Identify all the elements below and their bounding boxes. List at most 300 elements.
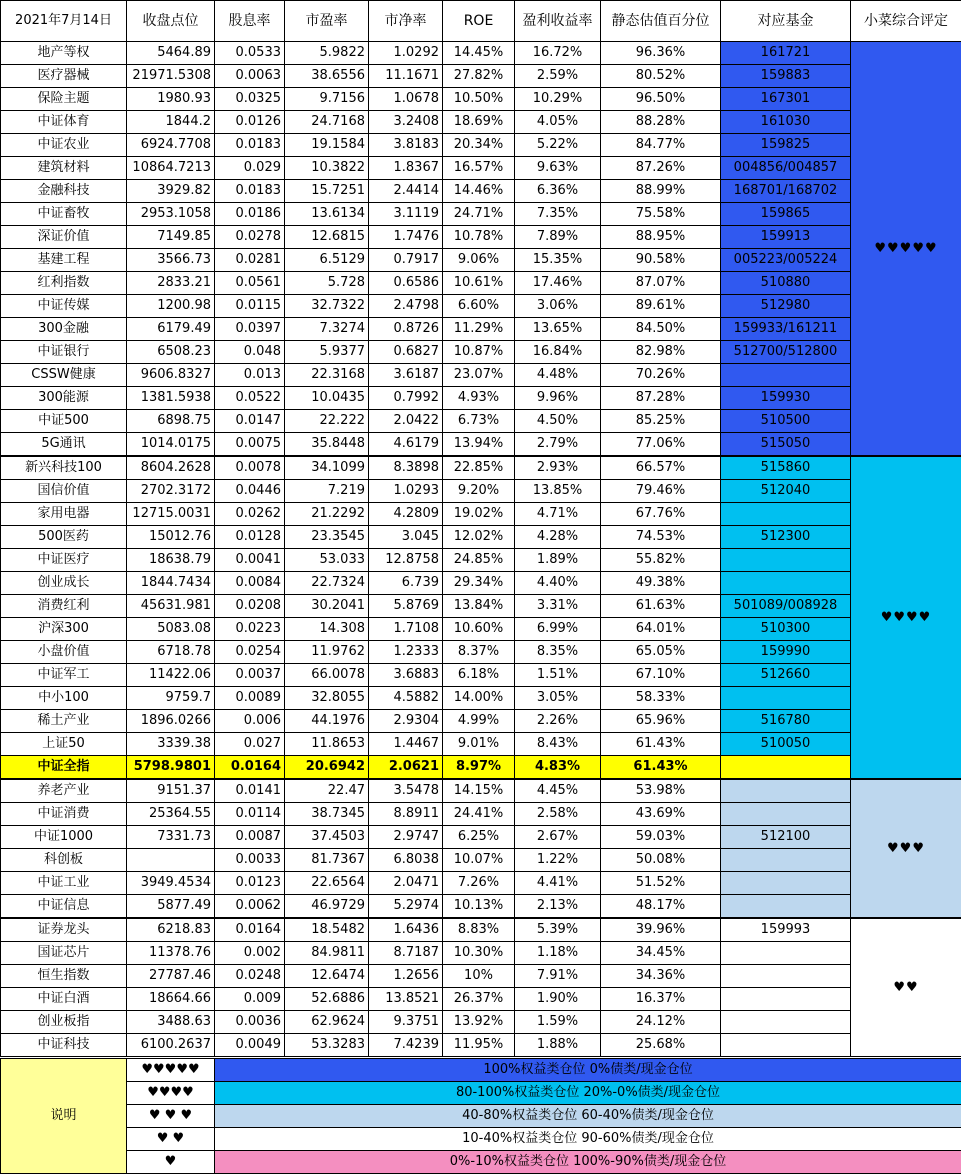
row-pe[interactable]: 53.3283 (285, 1034, 369, 1057)
row-close[interactable]: 11422.06 (127, 664, 215, 687)
rating-cell[interactable]: ♥♥ (851, 918, 961, 1057)
row-close[interactable]: 10864.7213 (127, 157, 215, 180)
row-earnings-yield[interactable]: 7.91% (515, 965, 601, 988)
row-close[interactable] (127, 849, 215, 872)
row-close[interactable]: 3488.63 (127, 1011, 215, 1034)
row-roe[interactable]: 14.00% (443, 687, 515, 710)
row-percentile[interactable]: 84.77% (601, 134, 721, 157)
row-percentile[interactable]: 88.28% (601, 111, 721, 134)
row-percentile[interactable]: 58.33% (601, 687, 721, 710)
row-fund[interactable] (721, 849, 851, 872)
row-dividend[interactable]: 0.0041 (215, 549, 285, 572)
row-pb[interactable]: 3.6883 (369, 664, 443, 687)
row-earnings-yield[interactable]: 4.05% (515, 111, 601, 134)
row-pb[interactable]: 1.4467 (369, 733, 443, 756)
row-pb[interactable]: 6.739 (369, 572, 443, 595)
row-name[interactable]: 中证传媒 (1, 295, 127, 318)
row-percentile[interactable]: 87.26% (601, 157, 721, 180)
row-fund[interactable] (721, 503, 851, 526)
row-name[interactable]: 地产等权 (1, 42, 127, 65)
row-fund[interactable] (721, 942, 851, 965)
legend-hearts[interactable]: ♥♥♥♥ (127, 1082, 215, 1105)
row-earnings-yield[interactable]: 4.50% (515, 410, 601, 433)
row-dividend[interactable]: 0.029 (215, 157, 285, 180)
legend-hearts[interactable]: ♥ (127, 1151, 215, 1174)
row-fund[interactable]: 515050 (721, 433, 851, 457)
row-percentile[interactable]: 49.38% (601, 572, 721, 595)
row-fund[interactable]: 161721 (721, 42, 851, 65)
row-name[interactable]: CSSW健康 (1, 364, 127, 387)
row-pe[interactable]: 38.6556 (285, 65, 369, 88)
row-roe[interactable]: 4.99% (443, 710, 515, 733)
row-name[interactable]: 创业板指 (1, 1011, 127, 1034)
row-earnings-yield[interactable]: 16.84% (515, 341, 601, 364)
row-earnings-yield[interactable]: 1.18% (515, 942, 601, 965)
row-close[interactable]: 1980.93 (127, 88, 215, 111)
row-percentile[interactable]: 55.82% (601, 549, 721, 572)
row-percentile[interactable]: 82.98% (601, 341, 721, 364)
row-percentile[interactable]: 89.61% (601, 295, 721, 318)
row-name[interactable]: 中证500 (1, 410, 127, 433)
row-percentile[interactable]: 88.95% (601, 226, 721, 249)
row-pb[interactable]: 1.6436 (369, 918, 443, 942)
row-pb[interactable]: 3.045 (369, 526, 443, 549)
row-name[interactable]: 中证工业 (1, 872, 127, 895)
row-close[interactable]: 3929.82 (127, 180, 215, 203)
row-roe[interactable]: 23.07% (443, 364, 515, 387)
row-fund[interactable]: 168701/168702 (721, 180, 851, 203)
legend-description[interactable]: 100%权益类仓位 0%债类/现金仓位 (215, 1059, 961, 1082)
row-name[interactable]: 中证白酒 (1, 988, 127, 1011)
legend-hearts[interactable]: ♥ ♥ (127, 1128, 215, 1151)
row-pb[interactable]: 13.8521 (369, 988, 443, 1011)
row-pb[interactable]: 8.8911 (369, 803, 443, 826)
row-dividend[interactable]: 0.0078 (215, 456, 285, 480)
row-fund[interactable]: 516780 (721, 710, 851, 733)
row-earnings-yield[interactable]: 9.96% (515, 387, 601, 410)
row-name[interactable]: 深证价值 (1, 226, 127, 249)
header-dividend[interactable]: 股息率 (215, 1, 285, 42)
row-fund[interactable] (721, 756, 851, 780)
row-roe[interactable]: 10.07% (443, 849, 515, 872)
row-earnings-yield[interactable]: 5.22% (515, 134, 601, 157)
row-pb[interactable]: 4.2809 (369, 503, 443, 526)
row-pb[interactable]: 2.4414 (369, 180, 443, 203)
row-pe[interactable]: 66.0078 (285, 664, 369, 687)
row-close[interactable]: 6718.78 (127, 641, 215, 664)
row-dividend[interactable]: 0.0397 (215, 318, 285, 341)
row-earnings-yield[interactable]: 13.85% (515, 480, 601, 503)
row-pb[interactable]: 8.3898 (369, 456, 443, 480)
row-pb[interactable]: 1.2333 (369, 641, 443, 664)
row-roe[interactable]: 16.57% (443, 157, 515, 180)
row-earnings-yield[interactable]: 2.79% (515, 433, 601, 457)
row-name[interactable]: 中证体育 (1, 111, 127, 134)
row-roe[interactable]: 10% (443, 965, 515, 988)
row-pe[interactable]: 84.9811 (285, 942, 369, 965)
row-pb[interactable]: 0.8726 (369, 318, 443, 341)
row-close[interactable]: 45631.981 (127, 595, 215, 618)
row-pb[interactable]: 2.9304 (369, 710, 443, 733)
row-dividend[interactable]: 0.0522 (215, 387, 285, 410)
row-name[interactable]: 稀土产业 (1, 710, 127, 733)
row-pb[interactable]: 1.8367 (369, 157, 443, 180)
row-roe[interactable]: 20.34% (443, 134, 515, 157)
row-name[interactable]: 中证全指 (1, 756, 127, 780)
row-close[interactable]: 15012.76 (127, 526, 215, 549)
row-dividend[interactable]: 0.027 (215, 733, 285, 756)
row-pe[interactable]: 6.5129 (285, 249, 369, 272)
row-close[interactable]: 6924.7708 (127, 134, 215, 157)
row-dividend[interactable]: 0.0126 (215, 111, 285, 134)
row-fund[interactable]: 004856/004857 (721, 157, 851, 180)
row-percentile[interactable]: 79.46% (601, 480, 721, 503)
row-fund[interactable]: 512660 (721, 664, 851, 687)
row-fund[interactable]: 159913 (721, 226, 851, 249)
row-roe[interactable]: 29.34% (443, 572, 515, 595)
row-roe[interactable]: 11.95% (443, 1034, 515, 1057)
row-roe[interactable]: 4.93% (443, 387, 515, 410)
row-percentile[interactable]: 65.96% (601, 710, 721, 733)
row-dividend[interactable]: 0.0062 (215, 895, 285, 919)
row-dividend[interactable]: 0.0248 (215, 965, 285, 988)
row-close[interactable]: 3566.73 (127, 249, 215, 272)
row-name[interactable]: 中证农业 (1, 134, 127, 157)
legend-description[interactable]: 40-80%权益类仓位 60-40%债类/现金仓位 (215, 1105, 961, 1128)
row-earnings-yield[interactable]: 2.26% (515, 710, 601, 733)
row-fund[interactable] (721, 364, 851, 387)
row-percentile[interactable]: 16.37% (601, 988, 721, 1011)
row-earnings-yield[interactable]: 4.71% (515, 503, 601, 526)
row-pe[interactable]: 46.9729 (285, 895, 369, 919)
row-dividend[interactable]: 0.0087 (215, 826, 285, 849)
row-pb[interactable]: 2.4798 (369, 295, 443, 318)
row-dividend[interactable]: 0.0208 (215, 595, 285, 618)
row-pe[interactable]: 11.9762 (285, 641, 369, 664)
row-pb[interactable]: 5.8769 (369, 595, 443, 618)
row-pb[interactable]: 1.0293 (369, 480, 443, 503)
row-name[interactable]: 中证1000 (1, 826, 127, 849)
row-close[interactable]: 6100.2637 (127, 1034, 215, 1057)
row-earnings-yield[interactable]: 4.41% (515, 872, 601, 895)
row-close[interactable]: 6179.49 (127, 318, 215, 341)
header-date[interactable]: 2021年7月14日 (1, 1, 127, 42)
row-fund[interactable]: 510050 (721, 733, 851, 756)
row-pb[interactable]: 0.6586 (369, 272, 443, 295)
row-percentile[interactable]: 88.99% (601, 180, 721, 203)
row-earnings-yield[interactable]: 16.72% (515, 42, 601, 65)
row-fund[interactable] (721, 988, 851, 1011)
row-percentile[interactable]: 34.45% (601, 942, 721, 965)
row-name[interactable]: 科创板 (1, 849, 127, 872)
row-percentile[interactable]: 61.43% (601, 733, 721, 756)
legend-description[interactable]: 0%-10%权益类仓位 100%-90%债类/现金仓位 (215, 1151, 961, 1174)
row-close[interactable]: 2953.1058 (127, 203, 215, 226)
row-fund[interactable]: 159933/161211 (721, 318, 851, 341)
row-pb[interactable]: 2.0621 (369, 756, 443, 780)
row-earnings-yield[interactable]: 2.13% (515, 895, 601, 919)
row-pe[interactable]: 7.3274 (285, 318, 369, 341)
row-fund[interactable]: 159883 (721, 65, 851, 88)
row-fund[interactable] (721, 779, 851, 803)
row-roe[interactable]: 9.01% (443, 733, 515, 756)
row-earnings-yield[interactable]: 1.88% (515, 1034, 601, 1057)
row-name[interactable]: 国证芯片 (1, 942, 127, 965)
row-dividend[interactable]: 0.0164 (215, 918, 285, 942)
row-fund[interactable]: 510300 (721, 618, 851, 641)
row-pb[interactable]: 3.1119 (369, 203, 443, 226)
row-percentile[interactable]: 85.25% (601, 410, 721, 433)
row-roe[interactable]: 10.78% (443, 226, 515, 249)
row-percentile[interactable]: 80.52% (601, 65, 721, 88)
row-dividend[interactable]: 0.0254 (215, 641, 285, 664)
row-pe[interactable]: 22.222 (285, 410, 369, 433)
row-fund[interactable]: 512040 (721, 480, 851, 503)
row-fund[interactable] (721, 872, 851, 895)
row-close[interactable]: 6508.23 (127, 341, 215, 364)
row-fund[interactable]: 005223/005224 (721, 249, 851, 272)
row-percentile[interactable]: 87.28% (601, 387, 721, 410)
row-pb[interactable]: 1.0678 (369, 88, 443, 111)
row-percentile[interactable]: 24.12% (601, 1011, 721, 1034)
row-dividend[interactable]: 0.0262 (215, 503, 285, 526)
row-close[interactable]: 3949.4534 (127, 872, 215, 895)
row-name[interactable]: 中证畜牧 (1, 203, 127, 226)
row-fund[interactable] (721, 965, 851, 988)
row-percentile[interactable]: 96.36% (601, 42, 721, 65)
row-close[interactable]: 5877.49 (127, 895, 215, 919)
row-close[interactable]: 1844.7434 (127, 572, 215, 595)
row-close[interactable]: 5464.89 (127, 42, 215, 65)
row-percentile[interactable]: 48.17% (601, 895, 721, 919)
row-pe[interactable]: 5.9822 (285, 42, 369, 65)
row-roe[interactable]: 10.30% (443, 942, 515, 965)
row-pe[interactable]: 10.3822 (285, 157, 369, 180)
row-pe[interactable]: 14.308 (285, 618, 369, 641)
row-name[interactable]: 中小100 (1, 687, 127, 710)
row-percentile[interactable]: 53.98% (601, 779, 721, 803)
row-pe[interactable]: 5.9377 (285, 341, 369, 364)
row-percentile[interactable]: 90.58% (601, 249, 721, 272)
row-pe[interactable]: 52.6886 (285, 988, 369, 1011)
row-name[interactable]: 消费红利 (1, 595, 127, 618)
row-percentile[interactable]: 67.10% (601, 664, 721, 687)
row-roe[interactable]: 24.85% (443, 549, 515, 572)
row-percentile[interactable]: 75.58% (601, 203, 721, 226)
row-pb[interactable]: 7.4239 (369, 1034, 443, 1057)
row-fund[interactable]: 159825 (721, 134, 851, 157)
row-percentile[interactable]: 39.96% (601, 918, 721, 942)
row-earnings-yield[interactable]: 5.39% (515, 918, 601, 942)
row-close[interactable]: 9759.7 (127, 687, 215, 710)
row-roe[interactable]: 9.20% (443, 480, 515, 503)
row-fund[interactable] (721, 895, 851, 919)
row-fund[interactable] (721, 803, 851, 826)
row-roe[interactable]: 6.73% (443, 410, 515, 433)
row-earnings-yield[interactable]: 9.63% (515, 157, 601, 180)
row-percentile[interactable]: 50.08% (601, 849, 721, 872)
row-pe[interactable]: 15.7251 (285, 180, 369, 203)
row-percentile[interactable]: 84.50% (601, 318, 721, 341)
row-name[interactable]: 5G通讯 (1, 433, 127, 457)
row-close[interactable]: 1200.98 (127, 295, 215, 318)
row-close[interactable]: 9606.8327 (127, 364, 215, 387)
header-earnings-yield[interactable]: 盈利收益率 (515, 1, 601, 42)
row-pe[interactable]: 11.8653 (285, 733, 369, 756)
row-pb[interactable]: 1.2656 (369, 965, 443, 988)
row-pe[interactable]: 32.7322 (285, 295, 369, 318)
row-pb[interactable]: 0.7917 (369, 249, 443, 272)
row-roe[interactable]: 22.85% (443, 456, 515, 480)
row-pb[interactable]: 12.8758 (369, 549, 443, 572)
row-pe[interactable]: 9.7156 (285, 88, 369, 111)
legend-description[interactable]: 80-100%权益类仓位 20%-0%债类/现金仓位 (215, 1082, 961, 1105)
row-name[interactable]: 上证50 (1, 733, 127, 756)
row-close[interactable]: 5798.9801 (127, 756, 215, 780)
row-close[interactable]: 12715.0031 (127, 503, 215, 526)
row-name[interactable]: 中证医疗 (1, 549, 127, 572)
row-pe[interactable]: 22.47 (285, 779, 369, 803)
row-dividend[interactable]: 0.0141 (215, 779, 285, 803)
row-percentile[interactable]: 59.03% (601, 826, 721, 849)
row-fund[interactable]: 167301 (721, 88, 851, 111)
row-roe[interactable]: 19.02% (443, 503, 515, 526)
row-earnings-yield[interactable]: 1.22% (515, 849, 601, 872)
row-earnings-yield[interactable]: 17.46% (515, 272, 601, 295)
row-percentile[interactable]: 51.52% (601, 872, 721, 895)
row-pe[interactable]: 37.4503 (285, 826, 369, 849)
row-dividend[interactable]: 0.0128 (215, 526, 285, 549)
row-name[interactable]: 医疗器械 (1, 65, 127, 88)
row-dividend[interactable]: 0.009 (215, 988, 285, 1011)
row-roe[interactable]: 6.60% (443, 295, 515, 318)
row-earnings-yield[interactable]: 4.45% (515, 779, 601, 803)
row-roe[interactable]: 24.41% (443, 803, 515, 826)
row-roe[interactable]: 8.37% (443, 641, 515, 664)
row-pe[interactable]: 38.7345 (285, 803, 369, 826)
row-dividend[interactable]: 0.0164 (215, 756, 285, 780)
row-fund[interactable] (721, 1011, 851, 1034)
row-earnings-yield[interactable]: 4.28% (515, 526, 601, 549)
row-roe[interactable]: 14.45% (443, 42, 515, 65)
row-pb[interactable]: 1.7476 (369, 226, 443, 249)
row-dividend[interactable]: 0.0325 (215, 88, 285, 111)
row-fund[interactable] (721, 572, 851, 595)
row-pe[interactable]: 20.6942 (285, 756, 369, 780)
row-fund[interactable]: 512300 (721, 526, 851, 549)
row-pb[interactable]: 3.2408 (369, 111, 443, 134)
row-dividend[interactable]: 0.0063 (215, 65, 285, 88)
row-roe[interactable]: 13.92% (443, 1011, 515, 1034)
row-close[interactable]: 2702.3172 (127, 480, 215, 503)
header-close[interactable]: 收盘点位 (127, 1, 215, 42)
row-earnings-yield[interactable]: 2.93% (515, 456, 601, 480)
row-roe[interactable]: 26.37% (443, 988, 515, 1011)
row-pb[interactable]: 2.0471 (369, 872, 443, 895)
row-dividend[interactable]: 0.006 (215, 710, 285, 733)
row-pb[interactable]: 3.8183 (369, 134, 443, 157)
row-dividend[interactable]: 0.0281 (215, 249, 285, 272)
header-pb[interactable]: 市净率 (369, 1, 443, 42)
row-name[interactable]: 中证军工 (1, 664, 127, 687)
row-dividend[interactable]: 0.0075 (215, 433, 285, 457)
row-earnings-yield[interactable]: 1.90% (515, 988, 601, 1011)
row-name[interactable]: 金融科技 (1, 180, 127, 203)
row-roe[interactable]: 7.26% (443, 872, 515, 895)
row-pe[interactable]: 22.7324 (285, 572, 369, 595)
row-pe[interactable]: 19.1584 (285, 134, 369, 157)
row-pe[interactable]: 5.728 (285, 272, 369, 295)
row-fund[interactable]: 161030 (721, 111, 851, 134)
row-percentile[interactable]: 96.50% (601, 88, 721, 111)
row-pe[interactable]: 12.6474 (285, 965, 369, 988)
row-percentile[interactable]: 66.57% (601, 456, 721, 480)
row-pe[interactable]: 7.219 (285, 480, 369, 503)
row-pb[interactable]: 0.7992 (369, 387, 443, 410)
row-dividend[interactable]: 0.0147 (215, 410, 285, 433)
row-roe[interactable]: 10.13% (443, 895, 515, 919)
legend-hearts[interactable]: ♥♥♥♥♥ (127, 1059, 215, 1082)
legend-hearts[interactable]: ♥ ♥ ♥ (127, 1105, 215, 1128)
row-close[interactable]: 6218.83 (127, 918, 215, 942)
row-name[interactable]: 保险主题 (1, 88, 127, 111)
row-close[interactable]: 21971.5308 (127, 65, 215, 88)
row-fund[interactable] (721, 549, 851, 572)
row-close[interactable]: 1896.0266 (127, 710, 215, 733)
row-earnings-yield[interactable]: 3.05% (515, 687, 601, 710)
row-roe[interactable]: 6.25% (443, 826, 515, 849)
row-name[interactable]: 家用电器 (1, 503, 127, 526)
row-earnings-yield[interactable]: 4.83% (515, 756, 601, 780)
header-percentile[interactable]: 静态估值百分位 (601, 1, 721, 42)
row-dividend[interactable]: 0.0037 (215, 664, 285, 687)
row-pe[interactable]: 81.7367 (285, 849, 369, 872)
row-earnings-yield[interactable]: 7.89% (515, 226, 601, 249)
row-roe[interactable]: 24.71% (443, 203, 515, 226)
row-pe[interactable]: 18.5482 (285, 918, 369, 942)
row-name[interactable]: 沪深300 (1, 618, 127, 641)
row-name[interactable]: 小盘价值 (1, 641, 127, 664)
row-name[interactable]: 养老产业 (1, 779, 127, 803)
row-close[interactable]: 8604.2628 (127, 456, 215, 480)
row-close[interactable]: 3339.38 (127, 733, 215, 756)
row-pb[interactable]: 9.3751 (369, 1011, 443, 1034)
row-dividend[interactable]: 0.0561 (215, 272, 285, 295)
row-pb[interactable]: 0.6827 (369, 341, 443, 364)
row-pe[interactable]: 62.9624 (285, 1011, 369, 1034)
row-pe[interactable]: 24.7168 (285, 111, 369, 134)
row-dividend[interactable]: 0.0036 (215, 1011, 285, 1034)
row-percentile[interactable]: 65.05% (601, 641, 721, 664)
row-earnings-yield[interactable]: 15.35% (515, 249, 601, 272)
row-fund[interactable] (721, 687, 851, 710)
row-close[interactable]: 9151.37 (127, 779, 215, 803)
row-roe[interactable]: 10.87% (443, 341, 515, 364)
row-pb[interactable]: 4.5882 (369, 687, 443, 710)
row-dividend[interactable]: 0.0089 (215, 687, 285, 710)
row-fund[interactable]: 510500 (721, 410, 851, 433)
row-roe[interactable]: 14.15% (443, 779, 515, 803)
row-earnings-yield[interactable]: 3.06% (515, 295, 601, 318)
row-dividend[interactable]: 0.0186 (215, 203, 285, 226)
row-name[interactable]: 建筑材料 (1, 157, 127, 180)
row-percentile[interactable]: 87.07% (601, 272, 721, 295)
row-dividend[interactable]: 0.048 (215, 341, 285, 364)
row-earnings-yield[interactable]: 1.51% (515, 664, 601, 687)
row-earnings-yield[interactable]: 4.40% (515, 572, 601, 595)
row-pe[interactable]: 22.6564 (285, 872, 369, 895)
row-name[interactable]: 创业成长 (1, 572, 127, 595)
